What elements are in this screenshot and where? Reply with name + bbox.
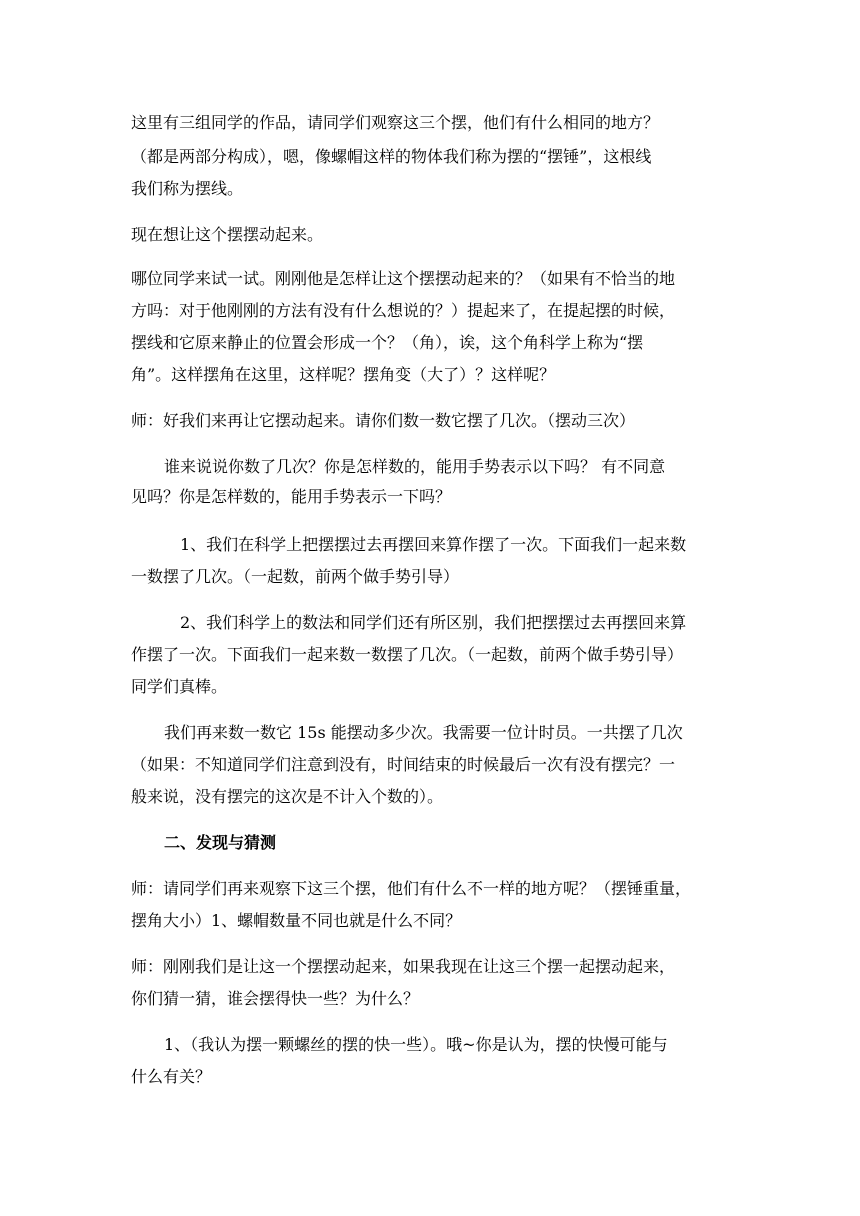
paragraph-10-line-2: 摆角大小）1、螺帽数量不同也就是什么不同？: [131, 911, 462, 930]
section-heading: 二、发现与猜测: [164, 833, 277, 852]
paragraph-7-line-3: 同学们真棒。: [131, 677, 228, 696]
paragraph-6-line-1: 1、我们在科学上把摆摆过去再摆回来算作摆了一次。下面我们一起来数: [180, 535, 687, 554]
paragraph-3-line-2: 方吗：对于他刚刚的方法有没有什么想说的？）提起来了，在提起摆的时候，: [131, 301, 676, 320]
paragraph-8-line-1: 我们再来数一数它 15s 能摆动多少次。我需要一位计时员。一共摆了几次: [164, 723, 683, 742]
paragraph-7-line-2: 作摆了一次。下面我们一起来数一数摆了几次。（一起数，前两个做手势引导）: [131, 645, 684, 664]
paragraph-5-line-2: 见吗？你是怎样数的，能用手势表示一下吗？: [131, 487, 452, 506]
paragraph-12-line-2: 什么有关？: [131, 1067, 212, 1086]
paragraph-8-line-3: 般来说，没有摆完的这次是不计入个数的）。: [131, 787, 444, 806]
paragraph-7-line-1: 2、我们科学上的数法和同学们还有所区别，我们把摆摆过去再摆回来算: [180, 613, 687, 632]
paragraph-11-line-2: 你们猜一猜，谁会摆得快一些？为什么？: [131, 989, 420, 1008]
paragraph-3-line-3: 摆线和它原来静止的位置会形成一个？（角），诶，这个角科学上称为“摆: [131, 333, 644, 352]
paragraph-12-line-1: 1、（我认为摆一颗螺丝的摆的快一些）。哦~你是认为，摆的快慢可能与: [164, 1035, 668, 1054]
paragraph-10-line-1: 师：请同学们再来观察下这三个摆，他们有什么不一样的地方呢？（摆锤重量，: [131, 879, 692, 898]
paragraph-2-line-1: 现在想让这个摆摆动起来。: [131, 225, 324, 244]
paragraph-6-line-2: 一数摆了几次。（一起数，前两个做手势引导）: [131, 567, 460, 586]
paragraph-3-line-4: 角”。这样摆角在这里，这样呢？摆角变（大了）？这样呢？: [131, 365, 556, 384]
paragraph-5-line-1: 谁来说说你数了几次？你是怎样数的，能用手势表示以下吗？ 有不同意: [164, 457, 666, 476]
paragraph-1-line-2: （都是两部分构成），嗯，像螺帽这样的物体我们称为摆的“摆锤”，这根线: [131, 147, 652, 166]
paragraph-1-line-1: 这里有三组同学的作品，请同学们观察这三个摆，他们有什么相同的地方？: [131, 113, 660, 132]
paragraph-4-line-1: 师：好我们来再让它摆动起来。请你们数一数它摆了几次。（摆动三次）: [131, 411, 636, 430]
paragraph-11-line-1: 师：刚刚我们是让这一个摆摆动起来，如果我现在让这三个摆一起摆动起来，: [131, 957, 676, 976]
paragraph-1-line-3: 我们称为摆线。: [131, 179, 244, 198]
paragraph-3-line-1: 哪位同学来试一试。刚刚他是怎样让这个摆摆动起来的？（如果有不恰当的地: [131, 269, 676, 288]
paragraph-8-line-2: （如果：不知道同学们注意到没有，时间结束的时候最后一次有没有摆完？一: [131, 755, 676, 774]
